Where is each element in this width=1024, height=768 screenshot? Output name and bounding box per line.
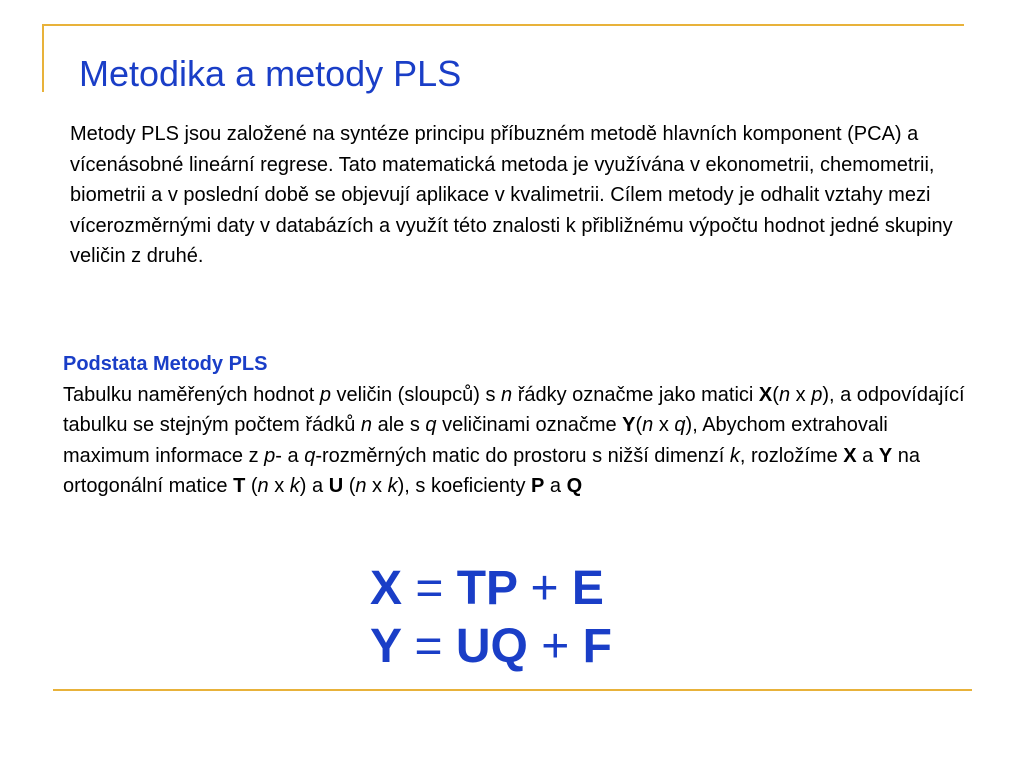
symbol-k: k bbox=[387, 475, 398, 497]
eq-term: F bbox=[582, 620, 612, 673]
bottom-rule bbox=[53, 689, 972, 691]
matrix-y: Y bbox=[878, 444, 893, 467]
symbol-n: n bbox=[257, 475, 269, 497]
pls-principle-section bbox=[63, 349, 978, 502]
text-segment: x bbox=[653, 414, 675, 436]
eq-term: UQ bbox=[455, 620, 528, 673]
text-segment: x bbox=[268, 475, 290, 497]
symbol-n: n bbox=[360, 414, 373, 436]
matrix-x: X bbox=[758, 383, 773, 406]
text-segment: veličin (sloupců) s bbox=[330, 383, 502, 406]
equation-y bbox=[370, 618, 612, 676]
text-segment: ale s bbox=[372, 414, 426, 436]
text-segment: - a bbox=[275, 444, 305, 467]
symbol-p: p bbox=[811, 383, 823, 406]
text-segment: -rozměrných matic do prostoru s nižší dimenzí bbox=[315, 444, 730, 467]
text-segment: ( bbox=[343, 475, 356, 497]
symbol-n: n bbox=[642, 414, 654, 436]
section-body bbox=[63, 380, 978, 502]
text-segment: ( bbox=[772, 383, 779, 406]
equations-block bbox=[370, 560, 612, 676]
text-segment: , rozložíme bbox=[739, 444, 844, 467]
text-segment: ) a bbox=[299, 475, 329, 497]
matrix-x: X bbox=[843, 444, 857, 467]
symbol-n: n bbox=[501, 383, 513, 406]
eq-lhs: Y bbox=[370, 620, 402, 673]
matrix-u: U bbox=[328, 475, 344, 497]
equals-sign: = bbox=[415, 562, 444, 615]
text-segment: x bbox=[790, 383, 812, 406]
matrix-p: P bbox=[531, 475, 545, 497]
equals-sign: = bbox=[414, 620, 443, 673]
text-segment: x bbox=[366, 475, 388, 497]
intro-paragraph: Metody PLS jsou založené na syntéze principu příbuzném metodě hlavních komponent (PCA) a vícenásobné lineární regrese. Tato matematická metoda je využívána v ekonometrii, chemometrii, biometrii a v poslední době se objevují aplikace v kvalimetrii. Cílem metody je odhalit vztahy mezi vícerozměrnými daty v databázích a využít této znalosti k přibližnému výpočtu hodnot jedné skupiny veličin z druhé. bbox=[70, 123, 953, 267]
text-segment: a bbox=[544, 475, 567, 497]
text-segment: veličinami označme bbox=[436, 414, 623, 436]
left-rule bbox=[42, 24, 44, 92]
matrix-q: Q bbox=[566, 475, 583, 497]
symbol-p: p bbox=[264, 444, 276, 467]
symbol-q: q bbox=[304, 444, 316, 467]
equation-x bbox=[370, 560, 612, 618]
text-segment: ( bbox=[635, 414, 643, 436]
symbol-k: k bbox=[729, 444, 740, 467]
symbol-q: q bbox=[425, 414, 437, 436]
text-segment: ), Abychom extrahovali maximum informace z bbox=[63, 414, 888, 467]
section-heading: Podstata Metody PLS bbox=[63, 353, 268, 375]
text-segment: Tabulku naměřených hodnot bbox=[63, 383, 320, 406]
plus-sign: + bbox=[541, 620, 570, 673]
symbol-q: q bbox=[674, 414, 686, 436]
text-segment: a bbox=[856, 444, 879, 467]
symbol-p: p bbox=[319, 383, 331, 406]
eq-term: TP bbox=[456, 562, 518, 615]
text-segment: ), a odpovídající tabulku se stejným počtem řádků bbox=[63, 383, 965, 436]
text-segment: řádky označme jako matici bbox=[512, 383, 759, 406]
eq-term: E bbox=[571, 562, 604, 615]
symbol-k: k bbox=[289, 475, 300, 497]
text-segment: ), s koeficienty bbox=[397, 475, 532, 497]
top-rule bbox=[42, 24, 964, 26]
text-segment: ( bbox=[245, 475, 258, 497]
eq-lhs: X bbox=[370, 562, 403, 615]
matrix-y: Y bbox=[622, 414, 636, 436]
slide-title: Metodika a metody PLS bbox=[79, 53, 462, 94]
symbol-n: n bbox=[778, 383, 791, 406]
plus-sign: + bbox=[530, 562, 559, 615]
matrix-t: T bbox=[233, 475, 246, 497]
symbol-n: n bbox=[355, 475, 367, 497]
text-segment: na ortogonální matice bbox=[63, 444, 921, 497]
